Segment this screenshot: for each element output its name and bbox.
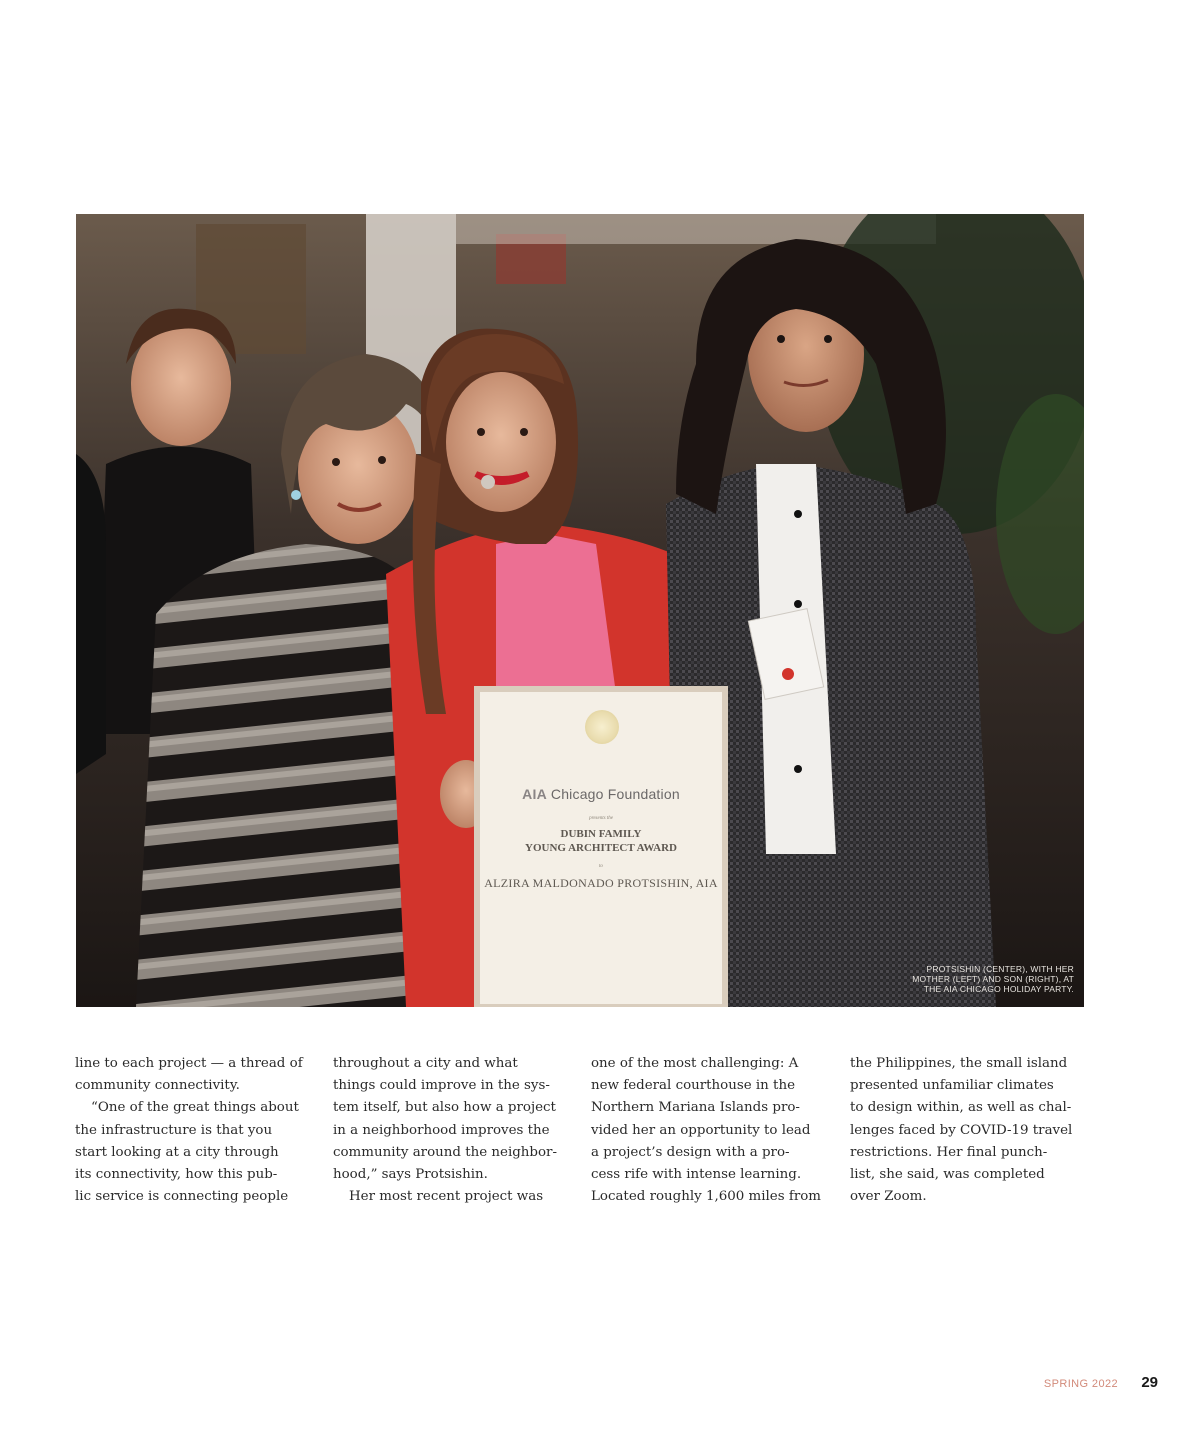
text-line: things could improve in the sys- xyxy=(333,1078,550,1094)
event-photo xyxy=(76,214,1084,1007)
text-line: lic service is connecting people xyxy=(75,1189,289,1205)
article-column-1 xyxy=(75,1053,311,1208)
certificate-organization xyxy=(480,786,722,802)
article-column-2 xyxy=(333,1053,569,1208)
certificate-recipient: ALZIRA MALDONADO PROTSISHIN, AIA xyxy=(484,876,718,890)
text-line: over Zoom. xyxy=(850,1189,927,1205)
certificate-presents: presents the xyxy=(589,816,613,821)
certificate-to: to xyxy=(599,864,603,869)
text-line: presented unfamiliar climates xyxy=(850,1078,1054,1094)
text-line: to design within, as well as chal- xyxy=(850,1100,1072,1116)
text-line: start looking at a city through xyxy=(75,1144,279,1160)
text-line: tem itself, but also how a project xyxy=(333,1100,556,1116)
text-line: list, she said, was completed xyxy=(850,1167,1045,1183)
text-line: a project’s design with a pro- xyxy=(591,1144,790,1160)
article-column-4 xyxy=(850,1053,1086,1208)
photo-caption xyxy=(874,964,1074,994)
article-column-3 xyxy=(591,1053,827,1208)
text-line: line to each project — a thread of xyxy=(75,1056,303,1071)
text-line: vided her an opportunity to lead xyxy=(591,1122,811,1138)
text-line: community connectivity. xyxy=(75,1078,240,1094)
award-certificate xyxy=(480,692,722,1004)
text-line: in a neighborhood improves the xyxy=(333,1122,550,1138)
issue-label: SPRING 2022 xyxy=(1043,1378,1118,1390)
foundation-seal-icon xyxy=(585,710,619,744)
text-line: Her most recent project was xyxy=(349,1189,544,1205)
text-line: “One of the great things about xyxy=(91,1100,299,1116)
page-number: 29 xyxy=(1141,1374,1158,1391)
text-line: community around the neighbor- xyxy=(333,1144,557,1160)
text-line: its connectivity, how this pub- xyxy=(75,1167,278,1183)
text-line: throughout a city and what xyxy=(333,1056,518,1071)
text-line: Northern Mariana Islands pro- xyxy=(591,1100,800,1116)
caption-line: MOTHER (LEFT) AND SON (RIGHT), AT xyxy=(912,974,1074,984)
text-line: hood,” says Protsishin. xyxy=(333,1167,488,1183)
text-line: lenges faced by COVID-19 travel xyxy=(850,1122,1073,1138)
certificate-award-line-1: DUBIN FAMILY xyxy=(560,828,642,840)
text-line: the Philippines, the small island xyxy=(850,1056,1068,1071)
caption-line: THE AIA CHICAGO HOLIDAY PARTY. xyxy=(923,984,1074,994)
certificate-award-line-2: YOUNG ARCHITECT AWARD xyxy=(525,842,677,854)
certificate-org-name: Chicago Foundation xyxy=(550,786,680,802)
text-line: cess rife with intense learning. xyxy=(591,1167,802,1183)
text-line: new federal courthouse in the xyxy=(591,1078,795,1094)
text-line: restrictions. Her final punch- xyxy=(850,1144,1048,1160)
text-line: Located roughly 1,600 miles from xyxy=(591,1189,821,1205)
certificate-org-prefix: AIA xyxy=(522,786,547,802)
certificate-award-title xyxy=(480,827,722,855)
text-line: one of the most challenging: A xyxy=(591,1056,799,1071)
caption-line: PROTSISHIN (CENTER), WITH HER xyxy=(926,964,1074,974)
text-line: the infrastructure is that you xyxy=(75,1122,273,1138)
